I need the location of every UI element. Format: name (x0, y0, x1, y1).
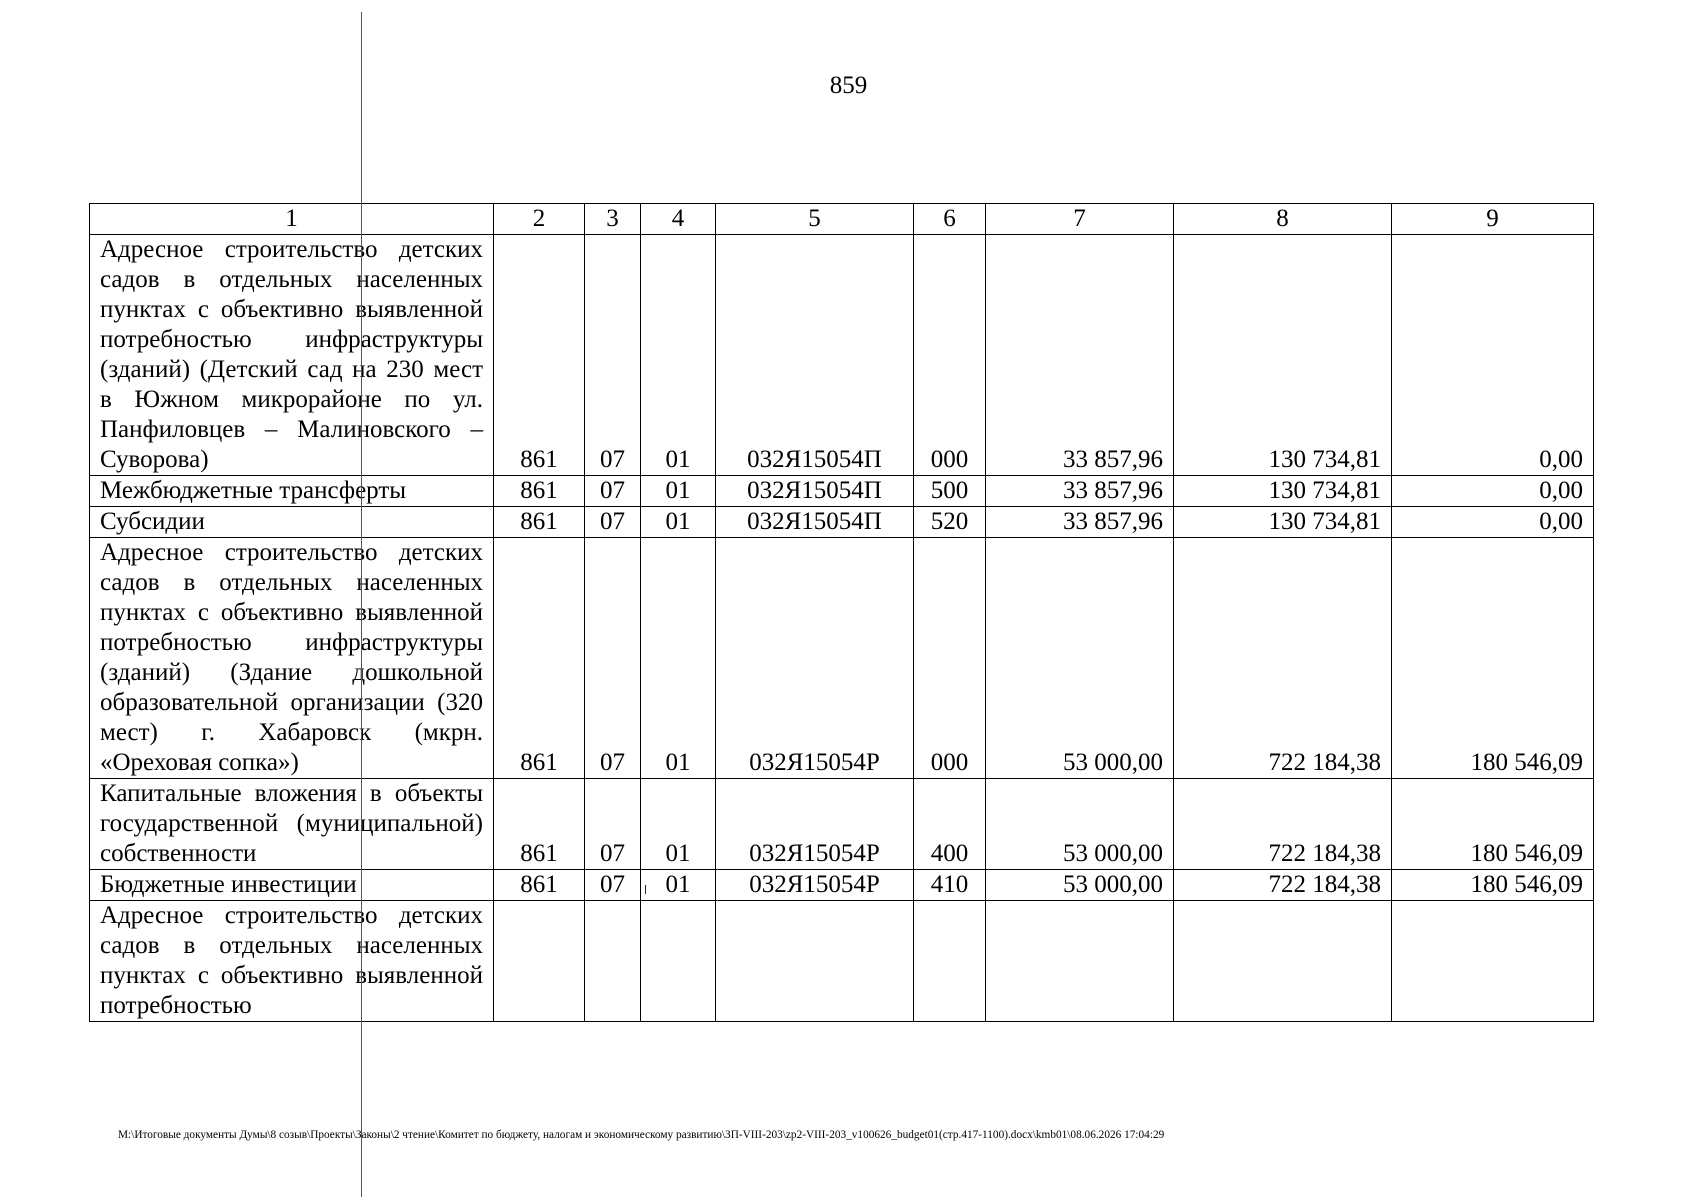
row-name-cell: Межбюджетные трансферты (90, 476, 494, 507)
scan-artifact-mark (645, 885, 646, 894)
cell-subsection: 01 (641, 235, 716, 476)
header-cell: 8 (1174, 204, 1392, 235)
table-row (90, 235, 1594, 476)
cell-ministry: 861 (494, 476, 585, 507)
cell-target-article (716, 901, 914, 1022)
cell-expense-type (914, 901, 986, 1022)
cell-expense-type: 410 (914, 870, 986, 901)
header-cell: 5 (716, 204, 914, 235)
cell-subsection: 01 (641, 779, 716, 870)
cell-ministry (494, 901, 585, 1022)
cell-section: 07 (585, 507, 641, 538)
cell-amount-7: 53 000,00 (986, 538, 1174, 779)
table-row (90, 870, 1594, 901)
header-cell: 1 (90, 204, 494, 235)
cell-expense-type: 520 (914, 507, 986, 538)
cell-subsection: 01 (641, 476, 716, 507)
cell-target-article: 032Я15054П (716, 235, 914, 476)
cell-amount-9: 180 546,09 (1392, 870, 1594, 901)
cell-subsection: 01 (641, 538, 716, 779)
file-path-footer: M:\Итоговые документы Думы\8 созыв\Проекты\Законы\2 чтение\Комитет по бюджету, налогам и экономическому развитию\ЗП-VIII-203\zp2-VIII-203_v100626_budget01(стр.417-1100).docx\kmb01\08.06.2026 17:04:29 (118, 1129, 1165, 1141)
cell-section: 07 (585, 870, 641, 901)
cell-amount-9 (1392, 901, 1594, 1022)
cell-section: 07 (585, 235, 641, 476)
cell-ministry: 861 (494, 538, 585, 779)
cell-amount-8: 130 734,81 (1174, 476, 1392, 507)
row-name-cell: Капитальные вложения в объекты государственной (муниципальной) собственности (90, 779, 494, 870)
page-number: 859 (829, 72, 868, 99)
row-name-cell: Адресное строительство детских садов в отдельных населенных пунктах с объективно выявленной потребностью инфраструктуры (зданий) (Детский сад на 230 мест в Южном микрорайоне по ул. Панфиловцев – Малиновского – Суворова) (90, 235, 494, 476)
cell-ministry: 861 (494, 870, 585, 901)
cell-subsection (641, 901, 716, 1022)
cell-amount-9: 0,00 (1392, 235, 1594, 476)
header-cell: 3 (585, 204, 641, 235)
cell-target-article: 032Я15054Р (716, 538, 914, 779)
table-header-row (90, 204, 1594, 235)
cell-amount-9: 180 546,09 (1392, 779, 1594, 870)
cell-ministry: 861 (494, 779, 585, 870)
cell-section: 07 (585, 538, 641, 779)
cell-section (585, 901, 641, 1022)
header-cell: 6 (914, 204, 986, 235)
cell-amount-7 (986, 901, 1174, 1022)
cell-expense-type: 500 (914, 476, 986, 507)
cell-amount-7: 33 857,96 (986, 507, 1174, 538)
cell-amount-8: 722 184,38 (1174, 779, 1392, 870)
cell-amount-8: 130 734,81 (1174, 235, 1392, 476)
cell-subsection: 01 (641, 870, 716, 901)
cell-target-article: 032Я15054Р (716, 779, 914, 870)
cell-expense-type: 400 (914, 779, 986, 870)
table-row (90, 901, 1594, 1022)
cell-amount-7: 53 000,00 (986, 870, 1174, 901)
cell-amount-9: 0,00 (1392, 507, 1594, 538)
table-row (90, 507, 1594, 538)
cell-amount-7: 33 857,96 (986, 235, 1174, 476)
cell-target-article: 032Я15054Р (716, 870, 914, 901)
cell-section: 07 (585, 779, 641, 870)
header-cell: 9 (1392, 204, 1594, 235)
table-row (90, 779, 1594, 870)
cell-amount-9: 180 546,09 (1392, 538, 1594, 779)
cell-amount-8 (1174, 901, 1392, 1022)
cell-target-article: 032Я15054П (716, 507, 914, 538)
cell-expense-type: 000 (914, 235, 986, 476)
cell-ministry: 861 (494, 235, 585, 476)
header-cell: 7 (986, 204, 1174, 235)
scan-artifact-line (361, 12, 362, 1197)
header-cell: 4 (641, 204, 716, 235)
header-cell: 2 (494, 204, 585, 235)
cell-amount-7: 33 857,96 (986, 476, 1174, 507)
row-name-cell: Адресное строительство детских садов в отдельных населенных пунктах с объективно выявленной потребностью инфраструктуры (зданий) (Здание дошкольной образовательной организации (320 мест) г. Хабаровск (мкрн. «Ореховая сопка») (90, 538, 494, 779)
table-row (90, 538, 1594, 779)
cell-amount-8: 722 184,38 (1174, 870, 1392, 901)
row-name-cell: Бюджетные инвестиции (90, 870, 494, 901)
table-row (90, 476, 1594, 507)
cell-amount-8: 130 734,81 (1174, 507, 1392, 538)
row-name-cell: Субсидии (90, 507, 494, 538)
cell-amount-8: 722 184,38 (1174, 538, 1392, 779)
cell-ministry: 861 (494, 507, 585, 538)
cell-section: 07 (585, 476, 641, 507)
cell-expense-type: 000 (914, 538, 986, 779)
cell-amount-9: 0,00 (1392, 476, 1594, 507)
cell-amount-7: 53 000,00 (986, 779, 1174, 870)
row-name-cell: Адресное строительство детских садов в отдельных населенных пунктах с объективно выявленной потребностью (90, 901, 494, 1022)
cell-target-article: 032Я15054П (716, 476, 914, 507)
budget-table (89, 203, 1594, 1022)
cell-subsection: 01 (641, 507, 716, 538)
